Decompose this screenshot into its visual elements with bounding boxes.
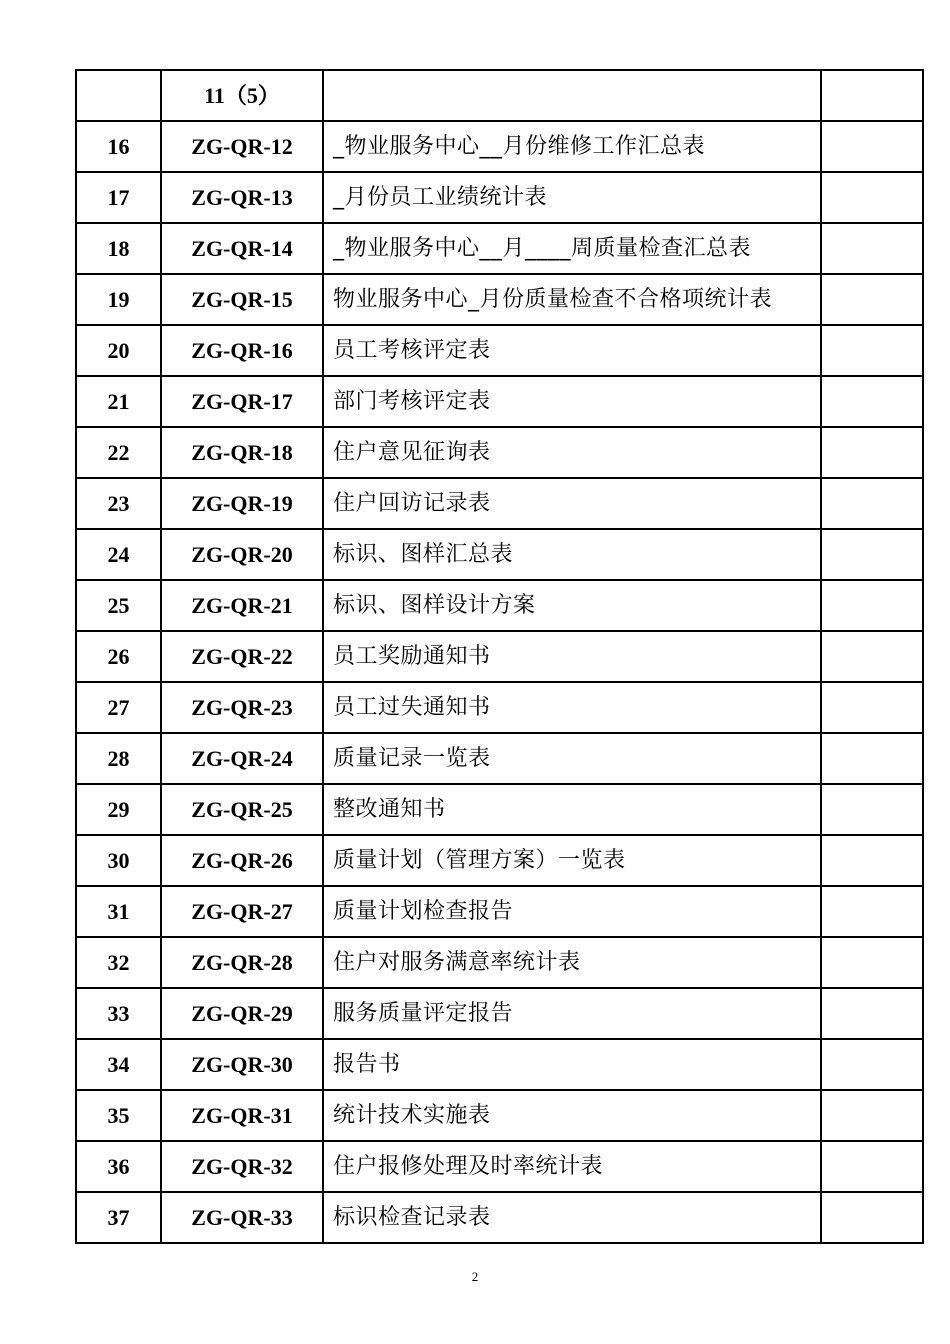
record-name-cell: 住户对服务满意率统计表 xyxy=(323,937,821,988)
record-code-cell: ZG-QR-32 xyxy=(161,1141,323,1192)
table-row xyxy=(76,784,923,835)
records-table-body xyxy=(76,70,923,1243)
record-code-cell: ZG-QR-26 xyxy=(161,835,323,886)
row-number-cell: 31 xyxy=(76,886,161,937)
table-row xyxy=(76,886,923,937)
record-code-cell: 11（5） xyxy=(161,70,323,121)
record-code-cell: ZG-QR-33 xyxy=(161,1192,323,1243)
record-name-cell: 部门考核评定表 xyxy=(323,376,821,427)
row-number-cell: 20 xyxy=(76,325,161,376)
row-number-cell: 16 xyxy=(76,121,161,172)
row-number-cell: 22 xyxy=(76,427,161,478)
record-code-cell: ZG-QR-15 xyxy=(161,274,323,325)
remark-cell xyxy=(821,325,923,376)
remark-cell xyxy=(821,784,923,835)
record-code-cell: ZG-QR-24 xyxy=(161,733,323,784)
row-number-cell: 35 xyxy=(76,1090,161,1141)
table-row xyxy=(76,682,923,733)
record-name-cell: 整改通知书 xyxy=(323,784,821,835)
remark-cell xyxy=(821,172,923,223)
table-row xyxy=(76,274,923,325)
table-row xyxy=(76,376,923,427)
row-number-cell: 18 xyxy=(76,223,161,274)
row-number-cell: 37 xyxy=(76,1192,161,1243)
record-code-cell: ZG-QR-18 xyxy=(161,427,323,478)
remark-cell xyxy=(821,580,923,631)
record-code-cell: ZG-QR-16 xyxy=(161,325,323,376)
record-code-cell: ZG-QR-13 xyxy=(161,172,323,223)
record-name-cell: 标识检查记录表 xyxy=(323,1192,821,1243)
table-row xyxy=(76,172,923,223)
remark-cell xyxy=(821,478,923,529)
record-code-cell: ZG-QR-23 xyxy=(161,682,323,733)
remark-cell xyxy=(821,1141,923,1192)
table-row xyxy=(76,478,923,529)
row-number-cell: 23 xyxy=(76,478,161,529)
record-code-cell: ZG-QR-21 xyxy=(161,580,323,631)
table-row xyxy=(76,529,923,580)
row-number-cell: 29 xyxy=(76,784,161,835)
record-name-cell: 质量计划（管理方案）一览表 xyxy=(323,835,821,886)
remark-cell xyxy=(821,1090,923,1141)
record-code-cell: ZG-QR-27 xyxy=(161,886,323,937)
record-name-cell: _物业服务中心__月____周质量检查汇总表 xyxy=(323,223,821,274)
row-number-cell xyxy=(76,70,161,121)
record-name-cell: 物业服务中心_月份质量检查不合格项统计表 xyxy=(323,274,821,325)
remark-cell xyxy=(821,529,923,580)
record-code-cell: ZG-QR-20 xyxy=(161,529,323,580)
remark-cell xyxy=(821,1039,923,1090)
row-number-cell: 32 xyxy=(76,937,161,988)
table-row xyxy=(76,580,923,631)
row-number-cell: 17 xyxy=(76,172,161,223)
remark-cell xyxy=(821,937,923,988)
record-name-cell: 员工奖励通知书 xyxy=(323,631,821,682)
table-row xyxy=(76,733,923,784)
remark-cell xyxy=(821,223,923,274)
row-number-cell: 26 xyxy=(76,631,161,682)
record-name-cell: 质量计划检查报告 xyxy=(323,886,821,937)
table-row xyxy=(76,70,923,121)
remark-cell xyxy=(821,427,923,478)
row-number-cell: 36 xyxy=(76,1141,161,1192)
record-name-cell: 标识、图样汇总表 xyxy=(323,529,821,580)
table-row xyxy=(76,1141,923,1192)
record-code-cell: ZG-QR-31 xyxy=(161,1090,323,1141)
record-code-cell: ZG-QR-19 xyxy=(161,478,323,529)
table-row xyxy=(76,1192,923,1243)
record-name-cell: 报告书 xyxy=(323,1039,821,1090)
remark-cell xyxy=(821,835,923,886)
record-name-cell: 员工考核评定表 xyxy=(323,325,821,376)
record-name-cell: _月份员工业绩统计表 xyxy=(323,172,821,223)
record-code-cell: ZG-QR-30 xyxy=(161,1039,323,1090)
table-row xyxy=(76,121,923,172)
table-row xyxy=(76,1090,923,1141)
remark-cell xyxy=(821,988,923,1039)
remark-cell xyxy=(821,376,923,427)
record-name-cell: 住户报修处理及时率统计表 xyxy=(323,1141,821,1192)
table-row xyxy=(76,835,923,886)
record-code-cell: ZG-QR-28 xyxy=(161,937,323,988)
remark-cell xyxy=(821,121,923,172)
remark-cell xyxy=(821,274,923,325)
remark-cell xyxy=(821,631,923,682)
record-name-cell: 统计技术实施表 xyxy=(323,1090,821,1141)
record-name-cell: 住户意见征询表 xyxy=(323,427,821,478)
remark-cell xyxy=(821,70,923,121)
remark-cell xyxy=(821,886,923,937)
remark-cell xyxy=(821,682,923,733)
row-number-cell: 21 xyxy=(76,376,161,427)
table-row xyxy=(76,988,923,1039)
row-number-cell: 28 xyxy=(76,733,161,784)
row-number-cell: 24 xyxy=(76,529,161,580)
record-name-cell: 住户回访记录表 xyxy=(323,478,821,529)
row-number-cell: 30 xyxy=(76,835,161,886)
table-row xyxy=(76,1039,923,1090)
remark-cell xyxy=(821,733,923,784)
record-code-cell: ZG-QR-14 xyxy=(161,223,323,274)
record-code-cell: ZG-QR-17 xyxy=(161,376,323,427)
row-number-cell: 19 xyxy=(76,274,161,325)
record-name-cell: 标识、图样设计方案 xyxy=(323,580,821,631)
record-name-cell: _物业服务中心__月份维修工作汇总表 xyxy=(323,121,821,172)
table-row xyxy=(76,937,923,988)
record-name-cell xyxy=(323,70,821,121)
record-code-cell: ZG-QR-12 xyxy=(161,121,323,172)
table-row xyxy=(76,631,923,682)
remark-cell xyxy=(821,1192,923,1243)
table-row xyxy=(76,427,923,478)
row-number-cell: 34 xyxy=(76,1039,161,1090)
table-row xyxy=(76,223,923,274)
table-row xyxy=(76,325,923,376)
records-table xyxy=(75,69,924,1244)
record-name-cell: 质量记录一览表 xyxy=(323,733,821,784)
row-number-cell: 27 xyxy=(76,682,161,733)
row-number-cell: 25 xyxy=(76,580,161,631)
record-code-cell: ZG-QR-25 xyxy=(161,784,323,835)
record-code-cell: ZG-QR-22 xyxy=(161,631,323,682)
record-name-cell: 服务质量评定报告 xyxy=(323,988,821,1039)
page-number: 2 xyxy=(471,1269,479,1284)
record-code-cell: ZG-QR-29 xyxy=(161,988,323,1039)
row-number-cell: 33 xyxy=(76,988,161,1039)
record-name-cell: 员工过失通知书 xyxy=(323,682,821,733)
